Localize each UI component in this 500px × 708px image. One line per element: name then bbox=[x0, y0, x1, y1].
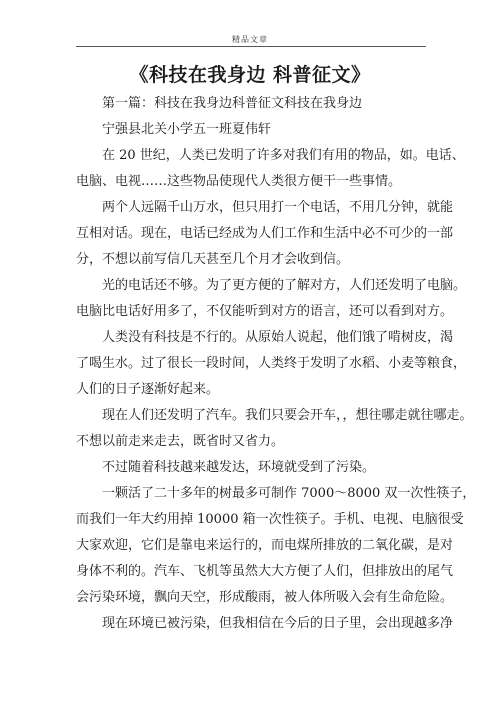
paragraph-line: 分，不想以前写信几天甚至几个月才会收到信。 bbox=[76, 252, 350, 267]
paragraph-line: 两个人远隔千山万水，但只用打一个电话，不用几分钟，就能 bbox=[102, 200, 454, 215]
paragraph-line: 互相对话。现在，电话已经成为人们工作和生活中必不可少的一部 bbox=[76, 226, 454, 241]
paragraph-line: 光的电话还不够。为了更方便的了解对方，人们还发明了电脑。 bbox=[102, 278, 467, 293]
paragraph-line: 大家欢迎，它们是靠电来运行的，而电煤所排放的二氧化碳，是对 bbox=[76, 538, 454, 553]
paragraph-line: 电脑比电话好用多了，不仅能听到对方的语言，还可以看到对方。 bbox=[76, 304, 454, 319]
paragraph-line: 人类没有科技是不行的。从原始人说起，他们饿了啃树皮，渴 bbox=[102, 330, 454, 345]
author-line: 宁强县北关小学五一班夏伟轩 bbox=[102, 122, 272, 137]
paragraph-line: 而我们一年大约用掉 10000 箱一次性筷子。手机、电视、电脑很受 bbox=[76, 512, 464, 527]
paragraph-line: 人们的日子逐渐好起来。 bbox=[76, 382, 220, 397]
header-divider bbox=[76, 46, 426, 47]
paragraph-line: 现在环境已被污染，但我相信在今后的日子里，会出现越多净 bbox=[102, 616, 454, 631]
paragraph-line: 电脑、电视……这些物品使现代人类很方便干一些事情。 bbox=[76, 174, 402, 189]
paragraph-line: 身体不利的。汽车、飞机等虽然大大方便了人们，但排放出的尾气 bbox=[76, 564, 454, 579]
subtitle-line: 第一篇：科技在我身边科普征文科技在我身边 bbox=[102, 96, 363, 111]
page-header: 精品文章 bbox=[232, 35, 268, 44]
paragraph-line: 一颗活了二十多年的树最多可制作 7000～8000 双一次性筷子， bbox=[102, 486, 476, 501]
paragraph-line: 现在人们还发明了汽车。我们只要会开车，，想往哪走就往哪走。 bbox=[102, 408, 473, 423]
paragraph-line: 了喝生水。过了很长一段时间，人类终于发明了水稻、小麦等粮食， bbox=[76, 356, 467, 371]
paragraph-line: 不想以前走来走去，既省时又省力。 bbox=[76, 434, 285, 449]
paragraph-line: 不过随着科技越来越发达，环境就受到了污染。 bbox=[102, 460, 376, 475]
document-title: 《科技在我身边 科普征文》 bbox=[129, 64, 371, 86]
paragraph-line: 在 20 世纪，人类已发明了许多对我们有用的物品，如。电话、 bbox=[102, 148, 465, 163]
paragraph-line: 会污染环境，飘向天空，形成酸雨，被人体所吸入会有生命危险。 bbox=[76, 590, 454, 605]
